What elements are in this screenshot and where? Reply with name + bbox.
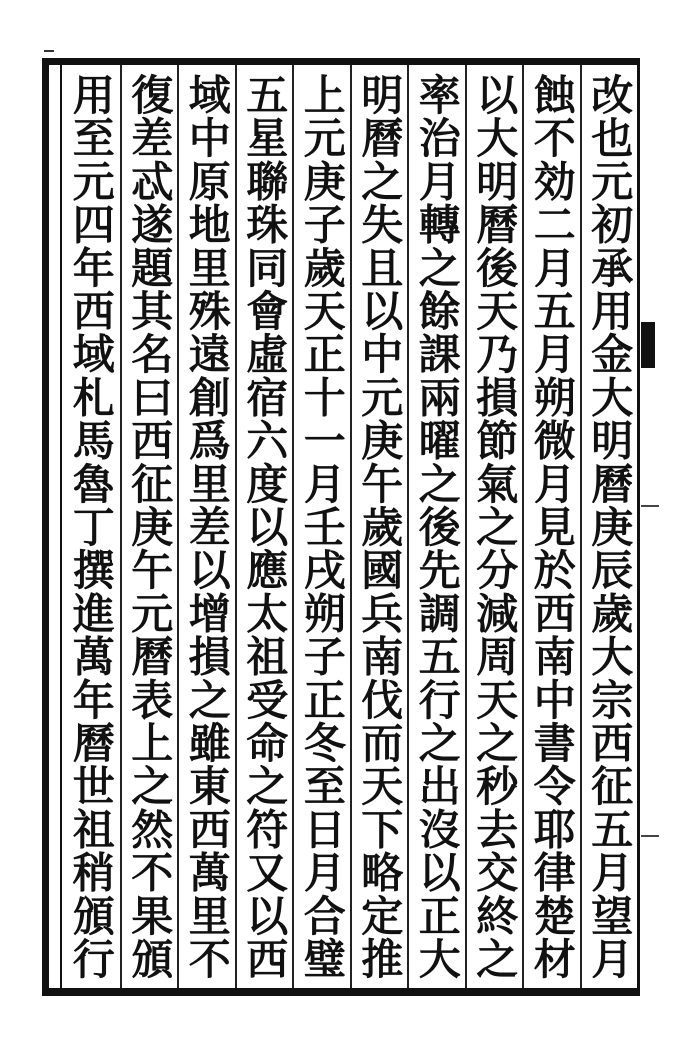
- text-column-9: [120, 65, 178, 988]
- text-column-4: [407, 65, 465, 988]
- text-column-7: [235, 65, 293, 988]
- column-text: 上元庚子歲天正十一月壬戌朔子正冬至日月合璧: [297, 73, 347, 981]
- page-edge-tick: [641, 835, 659, 837]
- text-column-1: [580, 65, 638, 988]
- column-text: 域中原地里殊遠創爲里差以增損之雖東西萬里不: [182, 73, 232, 981]
- column-text: 蝕不効二月五月朔微月見於西南中書令耶律楚材: [527, 73, 577, 981]
- column-text: 明曆之失且以中元庚午歲國兵南伐而天下略定推: [355, 73, 405, 981]
- text-column-5: [350, 65, 408, 988]
- text-column-8: [177, 65, 235, 988]
- page-edge-tick: [641, 505, 659, 507]
- column-text: 用至元四年西域札馬魯丁撰進萬年曆世祖稍頒行: [66, 73, 116, 981]
- column-text: 五星聯珠同會虛宿六度以應太祖受命之符又以西: [240, 73, 290, 981]
- text-columns: [62, 65, 637, 988]
- text-column-10: [62, 65, 120, 988]
- margin-mark: [44, 50, 54, 52]
- column-text: 以大明曆後天乃損節氣之分減周天之秒去交終之: [470, 73, 520, 981]
- column-text: 復差忒遂題其名曰西征庚午元曆表上之然不果頒: [125, 73, 175, 981]
- text-column-6: [292, 65, 350, 988]
- column-text: 改也元初承用金大明曆庚辰歲大宗西征五月望月: [585, 73, 635, 981]
- text-column-3: [465, 65, 523, 988]
- text-column-2: [522, 65, 580, 988]
- column-text: 率治月轉之餘課兩曜之後先調五行之出沒以正大: [412, 73, 462, 981]
- page-edge-tab: [641, 322, 655, 368]
